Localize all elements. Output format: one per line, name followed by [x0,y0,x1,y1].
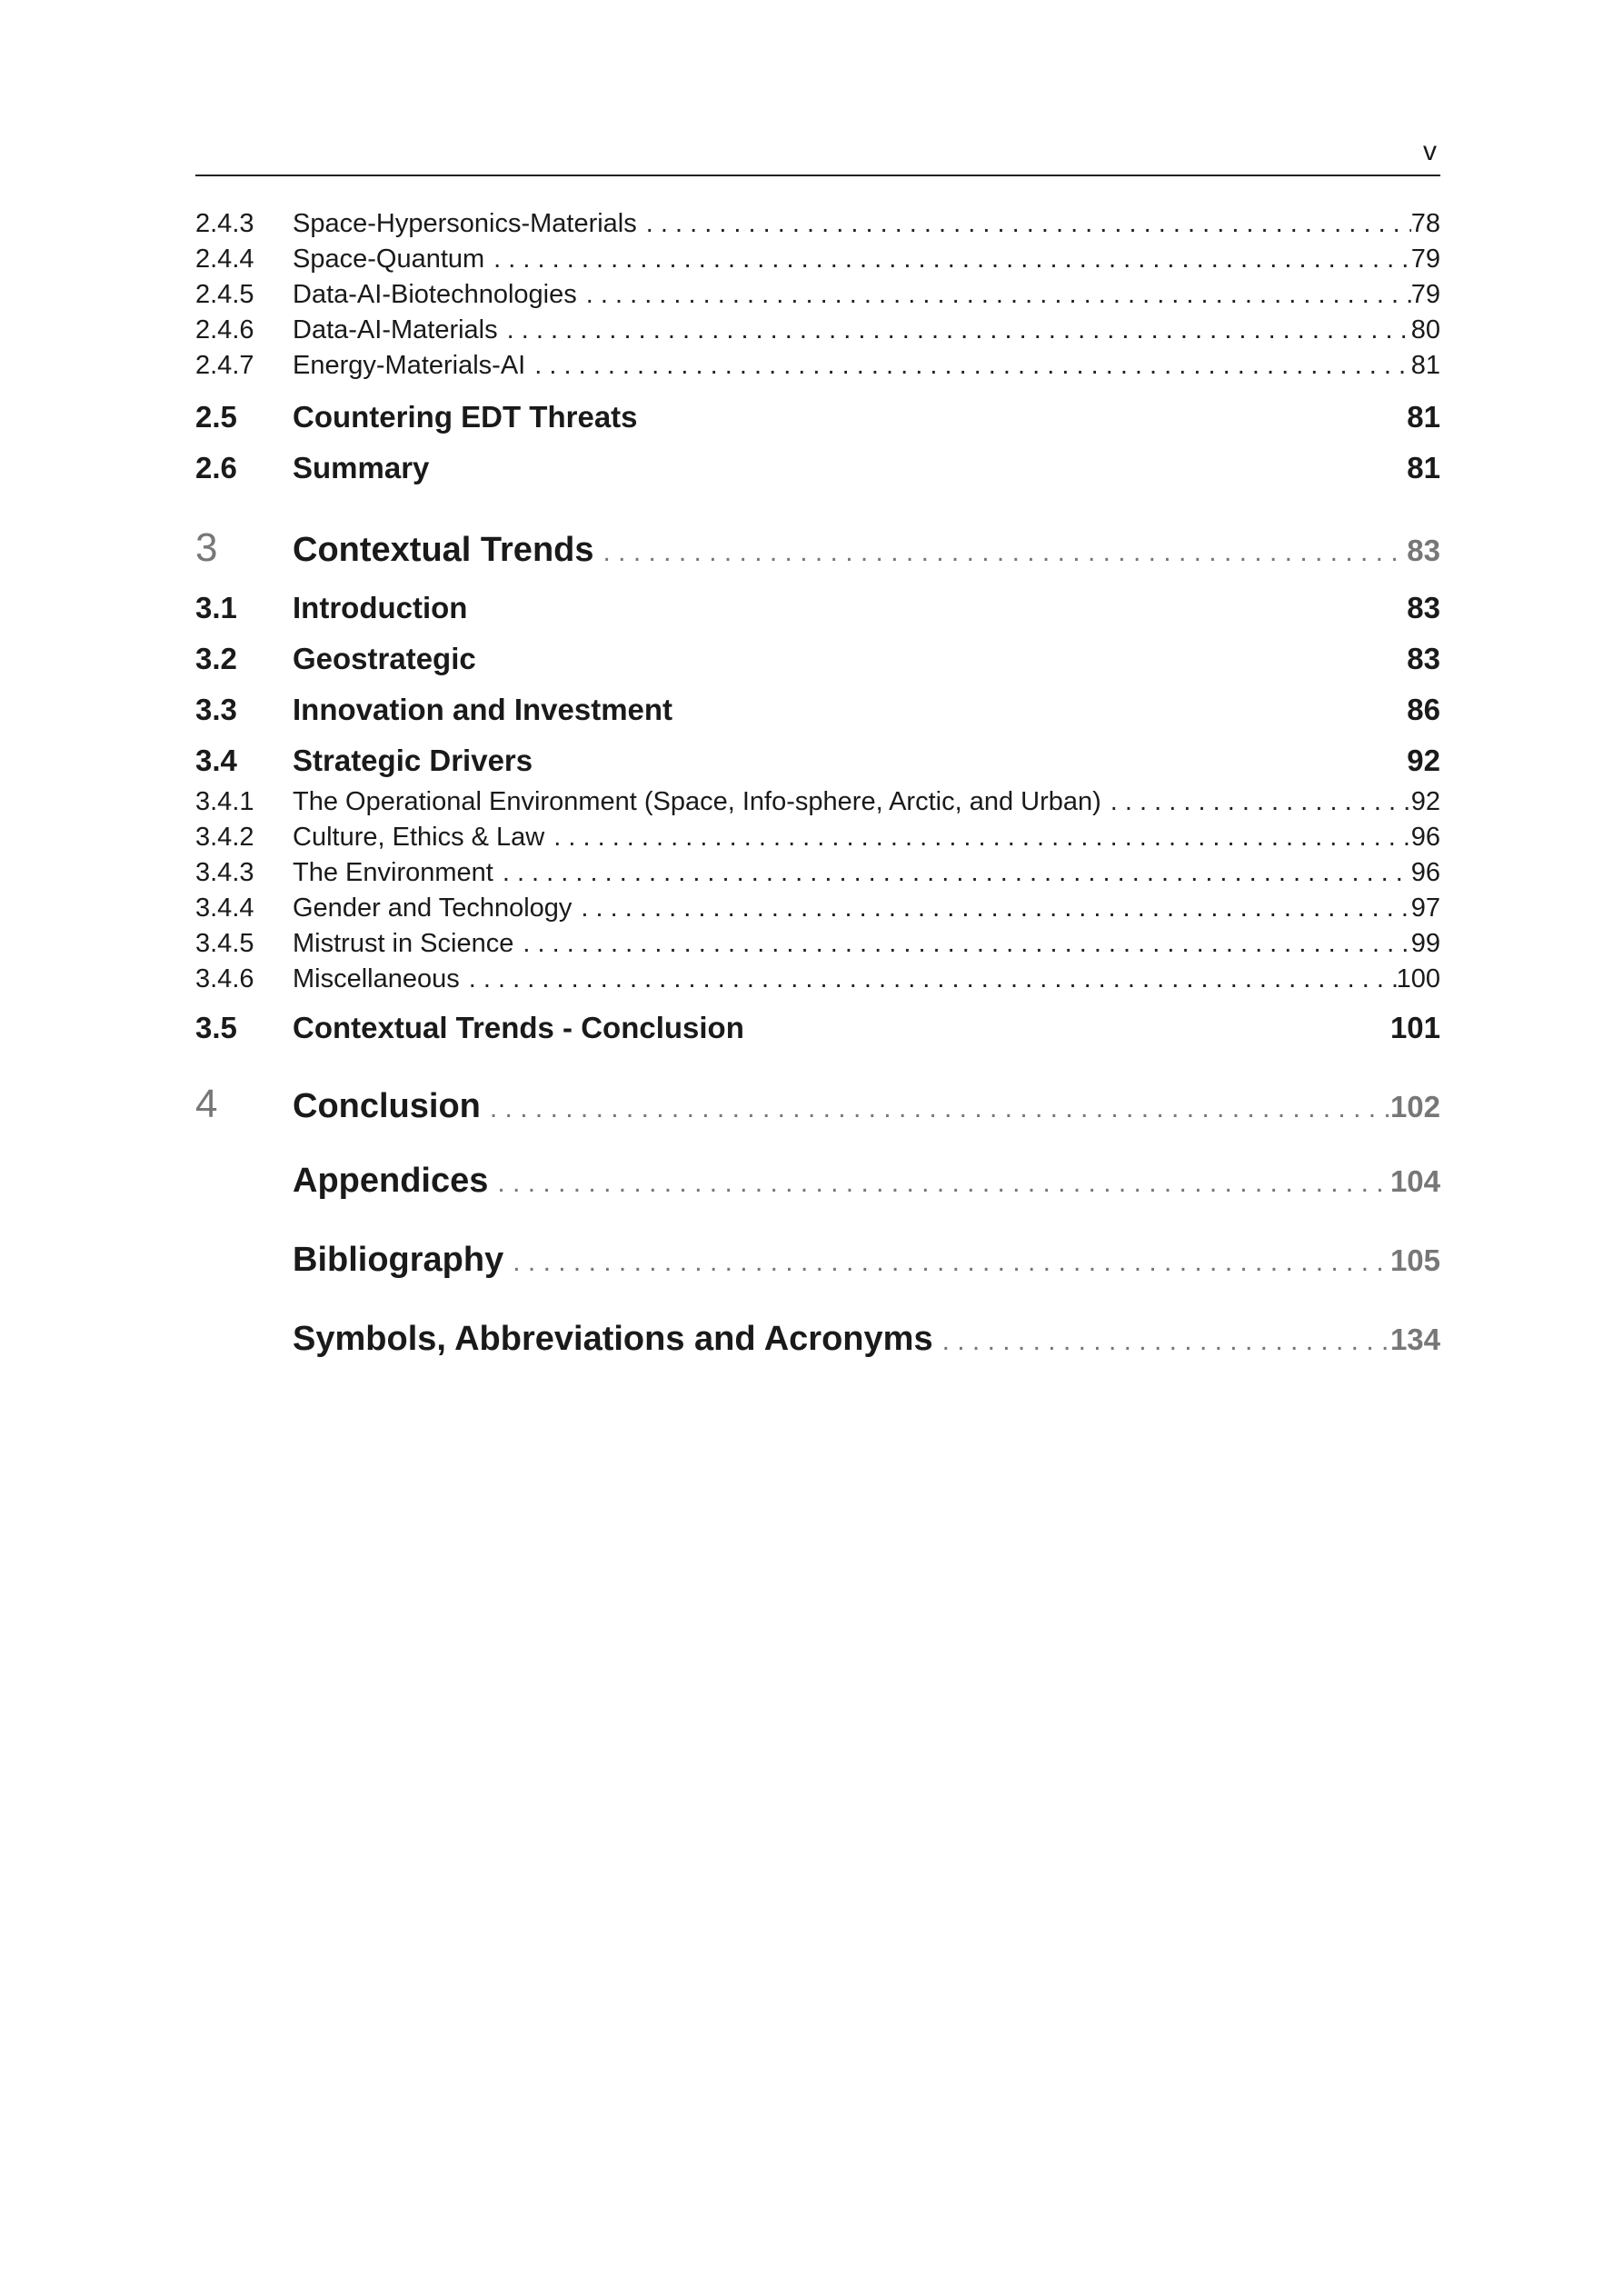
toc-entry-title[interactable]: Space-Quantum [293,245,485,274]
toc-entry[interactable] [195,525,1440,571]
toc-entry-title[interactable]: Energy-Materials-AI [293,351,526,380]
dot-leader [933,1326,1390,1357]
toc-entry-number: 3.4 [195,744,237,777]
dot-leader [493,858,1411,888]
toc-entry[interactable] [195,451,1440,485]
toc-entry[interactable] [195,591,1440,625]
toc-entry-title[interactable]: Symbols, Abbreviations and Acronyms [293,1320,933,1358]
toc-entry-page[interactable]: 102 [1389,1090,1440,1123]
dot-leader [572,893,1410,923]
toc-entry-number: 3.4.3 [195,858,254,887]
toc-entry-page[interactable]: 100 [1396,964,1440,993]
toc-entry-title[interactable]: Countering EDT Threats [293,400,638,434]
toc-entry-number: 3 [195,525,218,570]
toc-entry-number: 3.1 [195,591,237,624]
toc-entry[interactable] [195,744,1440,778]
dot-leader [525,351,1410,381]
toc-entry-number: 4 [195,1082,218,1126]
toc-entry-number: 3.4.5 [195,929,254,958]
toc-entry-number: 3.4.2 [195,823,254,852]
toc-entry-page[interactable]: 86 [1407,693,1440,726]
dot-leader [544,823,1411,853]
toc-entry-title[interactable]: Miscellaneous [293,964,460,993]
toc-entry-page[interactable]: 81 [1407,400,1440,434]
toc-entry-number: 3.4.6 [195,964,254,993]
toc-entry-page[interactable]: 97 [1410,893,1440,923]
toc-entry-title[interactable]: Gender and Technology [293,893,573,923]
toc-entry-number: 2.4.6 [195,315,254,344]
toc-entry-page[interactable]: 83 [1407,642,1440,675]
toc-entry-number: 3.4.1 [195,787,254,816]
toc-entry[interactable] [195,929,1440,959]
toc-entry-title[interactable]: Bibliography [293,1241,504,1279]
toc-entry-number: 2.4.3 [195,209,254,238]
dot-leader [503,1247,1390,1278]
toc-entry-title[interactable]: Space-Hypersonics-Materials [293,209,637,238]
dot-leader [481,1093,1390,1124]
toc-entry-number: 2.4.4 [195,245,254,274]
dot-leader [460,964,1397,994]
toc-entry-number: 2.5 [195,400,237,434]
toc-entry-page[interactable]: 101 [1389,1011,1440,1044]
toc-entry-title[interactable]: Appendices [293,1162,489,1200]
toc-entry-title[interactable]: The Operational Environment (Space, Info-sphere, Arctic, and Urban) [293,787,1101,816]
toc-entry[interactable] [195,1082,1440,1127]
toc-entry-number: 3.5 [195,1011,237,1044]
toc-entry-page[interactable]: 92 [1407,744,1440,777]
toc-entry-page[interactable]: 105 [1389,1243,1440,1277]
page-number: v [1423,136,1437,166]
dot-leader [484,245,1411,275]
toc-entry-page[interactable]: 96 [1410,823,1440,852]
toc-entry-title[interactable]: Conclusion [293,1087,481,1125]
header-rule [195,175,1440,176]
toc-entry-page[interactable]: 78 [1410,209,1440,238]
toc-entry-number: 2.4.5 [195,280,254,309]
toc-entry-title[interactable]: Culture, Ethics & Law [293,823,545,852]
toc-entry[interactable] [195,823,1440,853]
dot-leader [1101,787,1411,817]
toc-entry[interactable] [195,400,1440,434]
dot-leader [577,280,1411,310]
toc-entry-number: 2.6 [195,451,237,484]
toc-entry-number: 3.3 [195,693,237,726]
toc-entry[interactable] [195,245,1440,275]
toc-entry[interactable] [195,280,1440,310]
toc-entry[interactable] [195,787,1440,817]
toc-entry[interactable] [195,351,1440,381]
toc-entry[interactable] [195,1011,1440,1045]
toc-entry-title[interactable]: Data-AI-Biotechnologies [293,280,577,309]
toc-entry[interactable] [195,209,1440,239]
toc-entry-page[interactable]: 79 [1410,280,1440,309]
dot-leader [594,537,1408,568]
toc-entry-number: 3.4.4 [195,893,254,923]
toc-entry[interactable] [195,1241,1440,1280]
toc-entry-page[interactable]: 81 [1407,451,1440,484]
dot-leader [498,315,1411,345]
dot-leader [488,1168,1390,1199]
toc-entry[interactable] [195,1320,1440,1359]
toc-entry-title[interactable]: Strategic Drivers [293,744,533,777]
toc-entry[interactable] [195,858,1440,888]
toc-entry-page[interactable]: 83 [1407,591,1440,624]
toc-entry-page[interactable]: 104 [1389,1164,1440,1198]
toc-entry-title[interactable]: Geostrategic [293,642,476,675]
toc-entry-title[interactable]: Contextual Trends [293,531,594,569]
toc-entry-number: 3.2 [195,642,237,675]
toc-entry-page[interactable]: 83 [1407,534,1440,567]
toc-entry-page[interactable]: 134 [1389,1323,1440,1356]
toc-entry-page[interactable]: 80 [1410,315,1440,344]
toc-entry[interactable] [195,693,1440,727]
toc-entry-page[interactable]: 96 [1410,858,1440,887]
toc-entry-title[interactable]: Summary [293,451,430,484]
toc-entry-title[interactable]: Innovation and Investment [293,693,673,726]
toc-entry-page[interactable]: 79 [1410,245,1440,274]
toc-entry-number: 2.4.7 [195,351,254,380]
toc-entry[interactable] [195,964,1440,994]
toc-entry-page[interactable]: 99 [1410,929,1440,958]
toc-entry-title[interactable]: The Environment [293,858,493,887]
toc-entry[interactable] [195,642,1440,676]
toc-entry-title[interactable]: Contextual Trends - Conclusion [293,1011,744,1044]
dot-leader [637,209,1411,239]
dot-leader [513,929,1410,959]
toc-entry[interactable] [195,893,1440,923]
toc-entry-page[interactable]: 92 [1410,787,1440,816]
toc-entry-title[interactable]: Mistrust in Science [293,929,514,958]
toc-entry[interactable] [195,315,1440,345]
toc-entry-page[interactable]: 81 [1410,351,1440,380]
toc-entry-title[interactable]: Introduction [293,591,468,624]
toc-entry-title[interactable]: Data-AI-Materials [293,315,498,344]
toc-entry[interactable] [195,1162,1440,1201]
